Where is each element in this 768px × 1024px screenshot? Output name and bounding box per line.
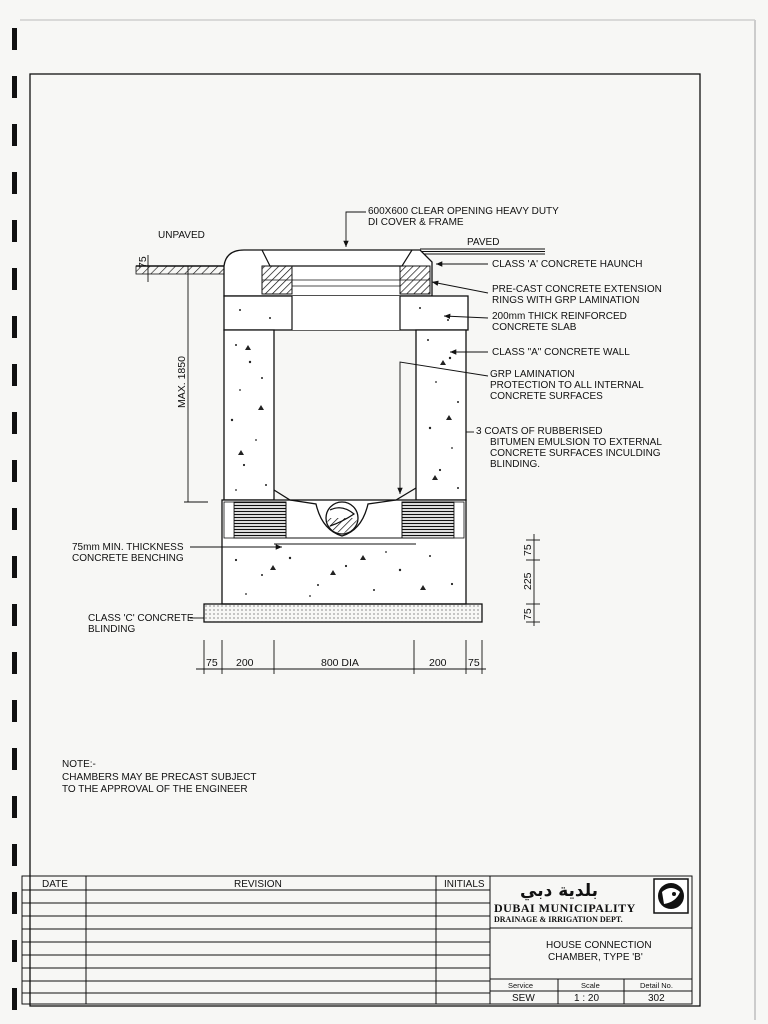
- label-benching-1: 75mm MIN. THICKNESS: [72, 542, 184, 553]
- label-bitumen-2: BITUMEN EMULSION TO EXTERNAL: [490, 437, 662, 448]
- binding-holes: [12, 28, 17, 1010]
- dept-name: DRAINAGE & IRRIGATION DEPT.: [494, 915, 623, 924]
- dim-top-75: 75: [137, 256, 149, 268]
- note: [62, 759, 257, 795]
- logo-arabic: بلدية دبي: [520, 881, 599, 901]
- col-date: DATE: [42, 879, 68, 890]
- drawing-title-1: HOUSE CONNECTION: [546, 940, 652, 951]
- dim-bottom-200-right: 200: [429, 657, 447, 669]
- label-benching-2: CONCRETE BENCHING: [72, 553, 184, 564]
- label-cover-2: DI COVER & FRAME: [368, 217, 464, 228]
- service-label: Service: [508, 981, 534, 990]
- label-haunch: CLASS 'A' CONCRETE HAUNCH: [492, 259, 643, 270]
- drawing-title-2: CHAMBER, TYPE 'B': [548, 952, 643, 963]
- dim-right-75-bot: 75: [522, 608, 534, 620]
- label-slab-2: CONCRETE SLAB: [492, 322, 577, 333]
- label-rings-1: PRE-CAST CONCRETE EXTENSION: [492, 284, 662, 295]
- col-initials: INITIALS: [444, 879, 485, 890]
- unpaved-ground: [136, 266, 224, 274]
- dim-max-depth: MAX. 1850: [176, 356, 188, 408]
- label-wall: CLASS "A" CONCRETE WALL: [492, 347, 630, 358]
- paved-surface: [420, 249, 545, 254]
- dim-bottom-75-left: 75: [206, 657, 218, 669]
- pipe-ring-right: [402, 502, 454, 538]
- col-revision: REVISION: [234, 879, 282, 890]
- scale-value: 1 : 20: [574, 993, 600, 1004]
- label-slab-1: 200mm THICK REINFORCED: [492, 311, 627, 322]
- label-bitumen-4: BLINDING.: [490, 459, 541, 470]
- dim-bottom-800-dia: 800 DIA: [321, 657, 359, 669]
- org-name: DUBAI MUNICIPALITY: [494, 901, 636, 915]
- label-rings-2: RINGS WITH GRP LAMINATION: [492, 295, 640, 306]
- concrete-wall-right: [416, 330, 466, 500]
- label-cover-1: 600X600 CLEAR OPENING HEAVY DUTY: [368, 206, 559, 217]
- pipe-ring-left: [234, 502, 286, 538]
- label-blinding-2: BLINDING: [88, 624, 136, 635]
- dim-right-75-top: 75: [522, 544, 534, 556]
- label-bitumen-3: CONCRETE SURFACES INCULDING: [490, 448, 661, 459]
- label-grp-1: GRP LAMINATION: [490, 369, 575, 380]
- note-line-1: CHAMBERS MAY BE PRECAST SUBJECT: [62, 772, 257, 783]
- service-value: SEW: [512, 993, 535, 1004]
- note-line-2: TO THE APPROVAL OF THE ENGINEER: [62, 784, 248, 795]
- label-paved: PAVED: [467, 237, 500, 248]
- label-bitumen-1: 3 COATS OF RUBBERISED: [476, 426, 603, 437]
- dim-bottom-75-right: 75: [468, 657, 480, 669]
- label-grp-3: CONCRETE SURFACES: [490, 391, 603, 402]
- detail-value: 302: [648, 993, 665, 1004]
- note-heading: NOTE:-: [62, 759, 96, 770]
- label-unpaved: UNPAVED: [158, 230, 205, 241]
- detail-label: Detail No.: [640, 981, 673, 990]
- dim-bottom-200-left: 200: [236, 657, 254, 669]
- label-grp-2: PROTECTION TO ALL INTERNAL: [490, 380, 644, 391]
- scale-label: Scale: [581, 981, 600, 990]
- dim-right-225: 225: [522, 572, 534, 590]
- concrete-blinding: [204, 604, 482, 622]
- concrete-wall-left: [224, 330, 274, 500]
- label-blinding-1: CLASS 'C' CONCRETE: [88, 613, 194, 624]
